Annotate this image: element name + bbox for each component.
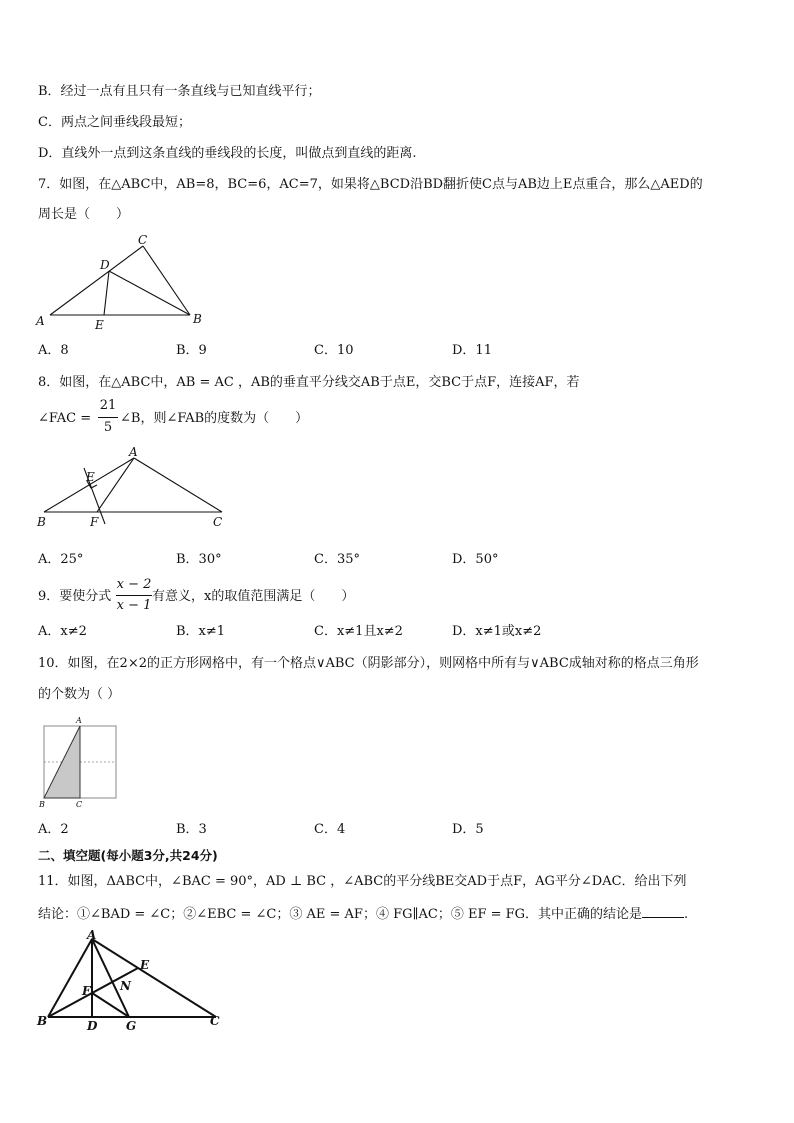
option-b-text: B．经过一点有且只有一条直线与已知直线平行； <box>38 84 321 99</box>
q9-fraction-numerator: x − 2 <box>116 577 152 592</box>
q8-label-f: F <box>90 515 99 529</box>
q11-label-b: B <box>37 1014 48 1028</box>
q7-figure <box>34 232 214 332</box>
q10-label-c: C <box>76 800 83 809</box>
q11-text-line2-body: 结论：①∠BAD = ∠C；②∠EBC = ∠C；③ AE = AF；④ FG∥AC；⑤ EF = FG．其中正确的结论是 <box>38 907 643 922</box>
q11-label-e: E <box>140 958 150 972</box>
q11-label-n: N <box>120 979 131 993</box>
section-heading: 二、填空题(每小题3分,共24分) <box>38 848 218 863</box>
q7-label-d: D <box>100 258 110 272</box>
q7-label-e: E <box>95 318 104 332</box>
q10-figure <box>36 714 122 810</box>
q11-label-f: F <box>82 984 91 998</box>
q8-text-line1: 8．如图，在△ABC中，AB = AC ，AB的垂直平分线交AB于点E，交BC于点F，连接AF，若 <box>38 375 580 390</box>
q8-label-e: E <box>86 470 95 484</box>
q10-option-a[interactable]: A．2 <box>38 822 69 837</box>
q11-label-g: G <box>126 1019 137 1032</box>
q8-label-c: C <box>213 515 223 529</box>
q11-label-a: A <box>87 928 97 942</box>
q11-text-line2-end: . <box>684 907 689 922</box>
q7-option-c[interactable]: C．10 <box>314 343 354 358</box>
q9-text-suffix: 有意义，x的取值范围满足（ ） <box>152 589 355 604</box>
q8-label-a: A <box>129 446 138 459</box>
q10-text-line1: 10．如图，在2×2的正方形网格中，有一个格点∨ABC（阴影部分），则网格中所有与∨ABC成轴对称的格点三角形 <box>38 656 699 671</box>
q9-option-d[interactable]: D．x≠1或x≠2 <box>452 624 542 639</box>
q7-text-line2: 周长是（ ） <box>38 207 130 222</box>
q8-option-b[interactable]: B．30° <box>176 552 222 567</box>
q8-figure <box>34 446 234 532</box>
q8-fraction-denominator: 5 <box>103 420 113 435</box>
q8-text-line2: ∠B，则∠FAB的度数为（ ） <box>120 411 309 426</box>
q10-text-line2: 的个数为（ ） <box>38 687 121 702</box>
q8-option-a[interactable]: A．25° <box>38 552 84 567</box>
option-d-text: D．直线外一点到这条直线的垂线段的长度，叫做点到直线的距离. <box>38 146 417 161</box>
q10-option-d[interactable]: D．5 <box>452 822 484 837</box>
q10-label-a: A <box>76 716 82 725</box>
q8-option-c[interactable]: C．35° <box>314 552 360 567</box>
q9-text-prefix: 9．要使分式 <box>38 589 112 604</box>
q7-label-a: A <box>36 314 45 328</box>
option-c-text: C．两点之间垂线段最短； <box>38 115 191 130</box>
q10-option-b[interactable]: B．3 <box>176 822 207 837</box>
q11-label-d: D <box>87 1019 98 1032</box>
q7-option-a[interactable]: A．8 <box>38 343 69 358</box>
q8-label-b: B <box>37 515 46 529</box>
q9-fraction-bar <box>116 595 152 596</box>
q7-option-b[interactable]: B．9 <box>176 343 207 358</box>
q9-option-a[interactable]: A．x≠2 <box>38 624 87 639</box>
q7-label-c: C <box>138 233 148 247</box>
q8-fraction-numerator: 21 <box>99 398 117 413</box>
q7-text-line1: 7．如图，在△ABC中，AB=8，BC=6，AC=7，如果将△BCD沿BD翻折使C点与AB边上E点重合，那么△AED的 <box>38 177 703 192</box>
q7-option-d[interactable]: D．11 <box>452 343 492 358</box>
q11-figure <box>34 928 234 1032</box>
q10-option-c[interactable]: C．4 <box>314 822 346 837</box>
q9-option-b[interactable]: B．x≠1 <box>176 624 226 639</box>
q8-option-d[interactable]: D．50° <box>452 552 499 567</box>
q8-angle-prefix: ∠FAC = <box>38 411 92 426</box>
q11-label-c: C <box>210 1014 220 1028</box>
q7-label-b: B <box>193 312 202 326</box>
q11-text-line2 <box>38 903 688 925</box>
answer-blank[interactable] <box>642 903 684 918</box>
q11-text-line1: 11．如图，ΔABC中，∠BAC = 90°，AD ⊥ BC ，∠ABC的平分线BE交AD于点F，AG平分∠DAC．给出下列 <box>38 874 687 889</box>
q9-option-c[interactable]: C．x≠1且x≠2 <box>314 624 403 639</box>
q8-fraction-bar <box>98 417 118 418</box>
q9-fraction-denominator: x − 1 <box>116 598 152 613</box>
q10-label-b: B <box>39 800 45 809</box>
